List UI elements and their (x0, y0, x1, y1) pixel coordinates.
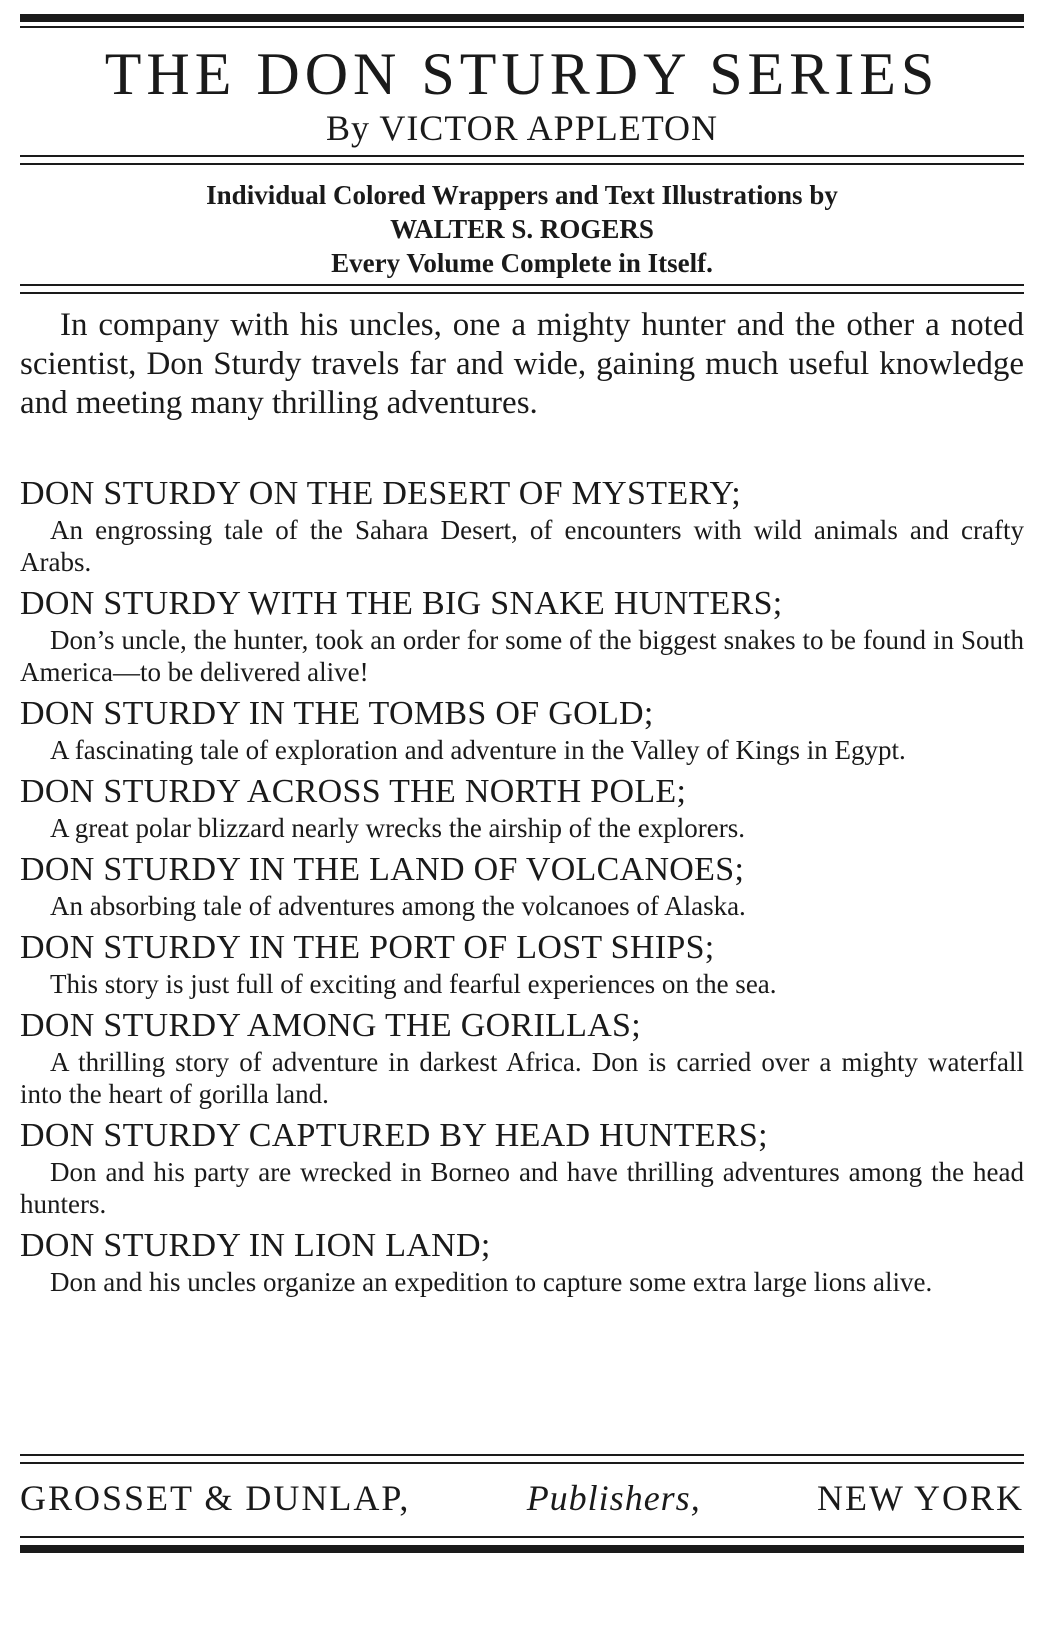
header-rule-2 (20, 163, 1024, 165)
bottom-border-rule (20, 1545, 1024, 1553)
top-border-rule (20, 14, 1024, 22)
publisher-city: NEW YORK (816, 1478, 1024, 1518)
book-description: An engrossing tale of the Sahara Desert, of encounters with wild animals and crafty Arabs. (20, 515, 1024, 577)
book-description: Don’s uncle, the hunter, took an order for some of the biggest snakes to be found in South America—to be delivered alive! (20, 625, 1024, 687)
book-title: DON STURDY IN LION LAND; (20, 1227, 491, 1264)
book-entry (20, 1006, 1024, 1110)
book-entry (20, 1226, 1024, 1298)
book-title: DON STURDY ON THE DESERT OF MYSTERY; (20, 475, 741, 512)
credits-rule-1 (20, 284, 1024, 286)
series-title: THE DON STURDY SERIES (104, 41, 940, 107)
book-description: Don and his party are wrecked in Borneo and have thrilling adventures among the head hunters. (20, 1157, 1024, 1219)
book-entry (20, 474, 1024, 578)
book-description: A great polar blizzard nearly wrecks the airship of the explorers. (50, 813, 745, 843)
book-description: A thrilling story of adventure in darkest Africa. Don is carried over a mighty waterfall into the heart of gorilla land. (20, 1047, 1024, 1109)
footer-rule-2 (20, 1462, 1024, 1464)
book-title: DON STURDY IN THE PORT OF LOST SHIPS; (20, 929, 715, 966)
book-entry (20, 584, 1024, 688)
advertisement-page (20, 0, 1024, 1637)
publisher-name: GROSSET & DUNLAP, (20, 1478, 411, 1518)
book-title: DON STURDY CAPTURED BY HEAD HUNTERS; (20, 1117, 768, 1154)
publisher-label: Publishers, (526, 1478, 701, 1518)
book-description: An absorbing tale of adventures among the volcanoes of Alaska. (50, 891, 746, 921)
book-description: This story is just full of exciting and fearful experiences on the sea. (50, 969, 777, 999)
credits-rule-2 (20, 292, 1024, 294)
publisher-line (20, 1476, 1024, 1520)
book-entry (20, 850, 1024, 922)
book-entry (20, 928, 1024, 1000)
book-list (20, 474, 1024, 1304)
credits-block (20, 178, 1024, 280)
bottom-thin-rule (20, 1536, 1024, 1538)
book-description: Don and his uncles organize an expedition to capture some extra large lions alive. (50, 1267, 933, 1297)
book-title: DON STURDY ACROSS THE NORTH POLE; (20, 773, 687, 810)
book-entry (20, 1116, 1024, 1220)
illustrator-name: WALTER S. ROGERS (390, 214, 654, 244)
author-line: By VICTOR APPLETON (325, 108, 719, 148)
book-title: DON STURDY IN THE LAND OF VOLCANOES; (20, 851, 745, 888)
book-title: DON STURDY AMONG THE GORILLAS; (20, 1007, 642, 1044)
footer-rule-1 (20, 1454, 1024, 1456)
volume-note: Every Volume Complete in Itself. (331, 248, 713, 278)
header-rule-1 (20, 155, 1024, 157)
book-entry (20, 772, 1024, 844)
credits-line: Individual Colored Wrappers and Text Illustrations by (206, 180, 838, 210)
top-thin-rule (20, 26, 1024, 28)
book-description: A fascinating tale of exploration and adventure in the Valley of Kings in Egypt. (50, 735, 906, 765)
book-entry (20, 694, 1024, 766)
series-intro: In company with his uncles, one a mighty hunter and the other a noted scientist, Don Sturdy travels far and wide, gaining much useful knowledge and meeting many thrilling adventures. (20, 307, 1024, 421)
book-title: DON STURDY IN THE TOMBS OF GOLD; (20, 695, 654, 732)
book-title: DON STURDY WITH THE BIG SNAKE HUNTERS; (20, 585, 783, 622)
